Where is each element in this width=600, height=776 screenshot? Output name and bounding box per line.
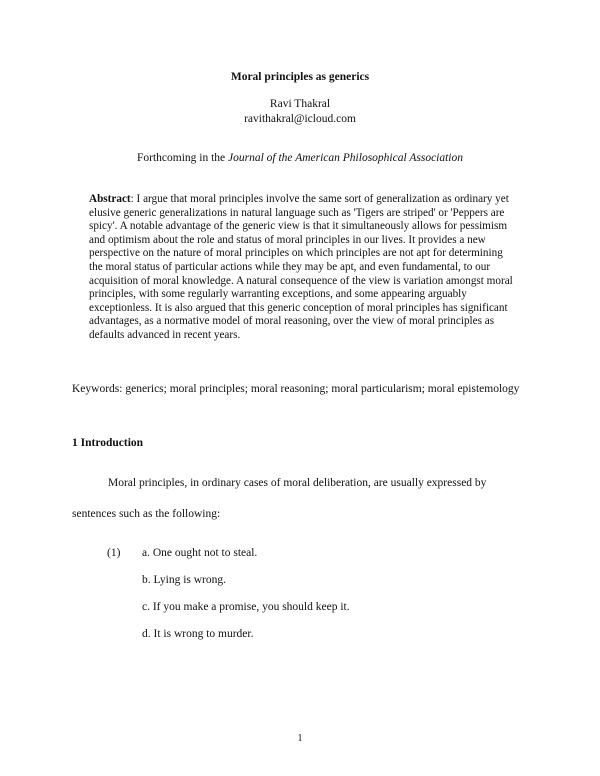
- author-name: Ravi Thakral: [269, 98, 331, 110]
- publication-note-prefix: Forthcoming in the: [136, 152, 229, 164]
- example-number: (1): [107, 547, 121, 559]
- journal-name: Journal of the American Philosophical Association: [228, 152, 464, 164]
- intro-paragraph-line-1: Moral principles, in ordinary cases of moral deliberation, are usually expressed by: [108, 477, 487, 489]
- example-item-c: c. If you make a promise, you should keep it.: [142, 601, 350, 613]
- abstract-label: Abstract: [89, 193, 131, 205]
- example-item-b: b. Lying is wrong.: [142, 574, 227, 586]
- publication-note: [0, 152, 600, 164]
- page-number: 1: [297, 733, 303, 744]
- intro-paragraph-line-2: sentences such as the following:: [72, 508, 221, 520]
- abstract-block: [89, 193, 519, 343]
- author-email: ravithakral@icloud.com: [244, 113, 356, 125]
- abstract-text: : I argue that moral principles involve the same sort of generalization as ordinary yet elusive generic generalizations in natural language such as 'Tigers are striped' or 'Peppers are spicy'. A notable advantage of the generic view is that it simultaneously allows for pessimism and optimism about the role and status of moral principles in our lives. It provides a new perspective on the nature of moral principles on which principles are not apt for determining the moral status of particular actions while they may be apt, and even fundamental, to our acquisition of moral knowledge. A natural consequence of the view is variation amongst moral principles, with some regularly warranting exceptions, and some appearing arguably exceptionless. It is also argued that this generic conception of moral principles has significant advantages, as a normative model of moral reasoning, over the view of moral principles as defaults advanced in recent years.: [89, 193, 513, 341]
- section-heading: 1 Introduction: [72, 437, 144, 449]
- keywords-line: Keywords: generics; moral principles; moral reasoning; moral particularism; moral epistemology: [72, 383, 520, 395]
- example-item-a: a. One ought not to steal.: [142, 547, 258, 559]
- example-item-d: d. It is wrong to murder.: [142, 628, 254, 640]
- paper-title: Moral principles as generics: [230, 71, 370, 83]
